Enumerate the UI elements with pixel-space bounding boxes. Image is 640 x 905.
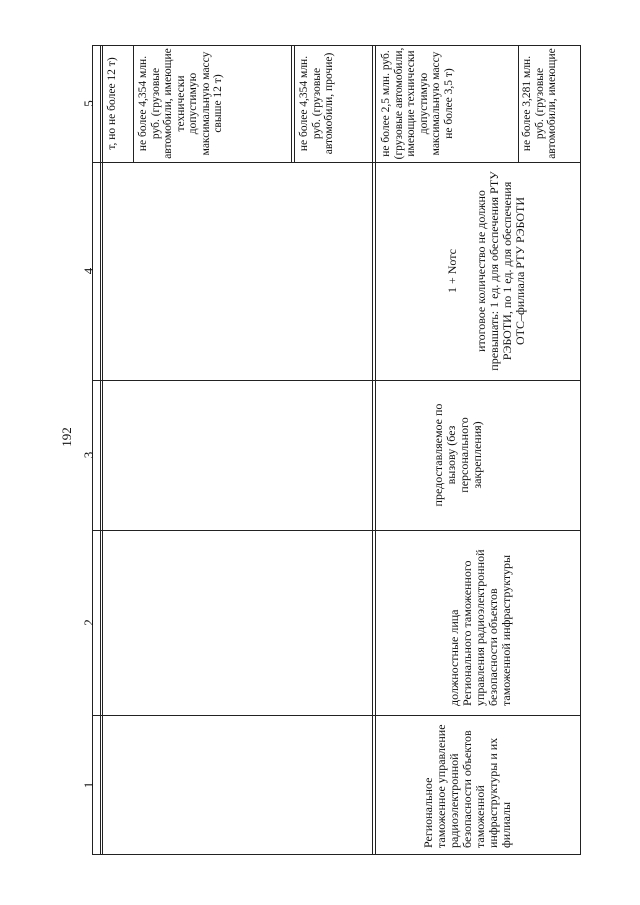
col5-subdivider-3 [518,45,519,163]
column-header-2: 2 [81,619,96,626]
header-row-divider-2 [102,45,103,855]
column-header-1: 1 [81,781,96,789]
col-divider-1-2 [92,715,581,716]
row-provision-mode: предоставляемое по вызову (без персонального закрепления) [431,403,484,507]
col-divider-4-5 [92,162,581,163]
row-organization-name: Региональное таможенное управление радиоэлектронной безопасности объектов таможенной инфраструктуры и их филиалы [421,724,513,848]
col5-continuation-fragment: т, но не более 12 т) [106,57,118,150]
col5-other-trucks-price: не более 4,354 млн. руб. (грузовые автомобили, прочие) [298,52,335,155]
table-border-right [580,45,581,855]
col5-mass-over-12t-price: не более 4,354 млн. руб. (грузовые автомобили, имеющие технически допустимую максимальную массу свыше 12 т) [137,48,224,159]
row-vehicle-count-formula: 1 + Nотс [445,249,459,293]
col5-subdivider-2b [294,45,295,163]
table-border-bottom [92,854,581,855]
row-divider-b [375,45,376,855]
column-header-5: 5 [81,100,96,107]
row-officials: должностные лица Регионального таможенного управления радиоэлектронной безопасности объектов таможенной инфраструктуры [447,549,513,706]
column-header-3: 3 [81,451,96,459]
col5-subdivider-2 [291,45,292,163]
column-header-4: 4 [81,267,96,275]
col-divider-2-3 [92,530,581,531]
row-col5-light-trucks-price: не более 2,5 млн. руб. (грузовые автомобили, имеющие технически допустимую максимальную массу не более 3,5 т) [380,47,455,160]
header-row-divider [100,45,101,855]
row-vehicle-count-limit: итоговое количество не должно превышать: 1 ед. для обеспечения РТУ РЭБОТИ, по 1 ед. для обеспечения ОТС–филиала РТУ РЭБОТИ [474,171,527,371]
page-number: 192 [59,427,74,447]
row-col5-heavy-trucks-price: не более 3,281 млн. руб. (грузовые автомобили, имеющие [521,48,558,159]
col5-subdivider-1 [133,45,134,163]
col-divider-3-4 [92,380,581,381]
row-divider-a [372,45,373,855]
